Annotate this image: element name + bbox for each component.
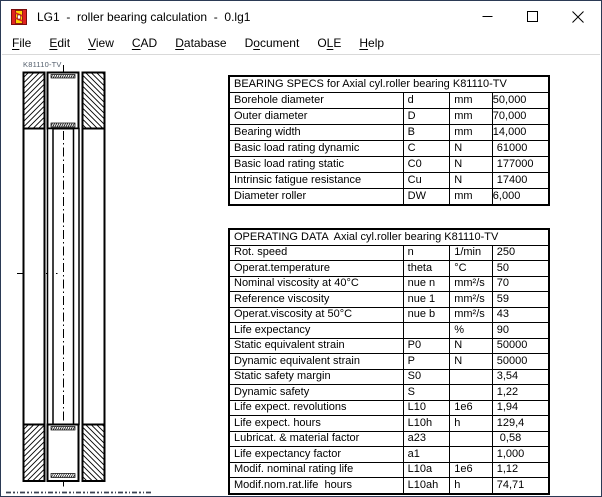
table-row: [229, 354, 549, 370]
parameter-name-cell: Operat.viscosity at 50°C: [229, 307, 403, 323]
value-cell: 50: [492, 261, 549, 277]
unit-cell: °C: [450, 261, 493, 277]
parameter-name-cell: Dynamic safety: [229, 385, 403, 401]
parameter-name-cell: Diameter roller: [229, 189, 403, 206]
symbol-cell: Cu: [403, 173, 450, 189]
parameter-name-cell: Modif. nominal rating life: [229, 462, 403, 478]
table-title: BEARING SPECS for Axial cyl.roller bearing K81110-TV: [229, 76, 549, 93]
table-row: [229, 109, 549, 125]
symbol-cell: L10a: [403, 462, 450, 478]
unit-cell: N: [450, 338, 493, 354]
unit-cell: mm: [450, 109, 493, 125]
symbol-cell: DW: [403, 189, 450, 206]
table-row: [229, 307, 549, 323]
table-row: [229, 323, 549, 339]
value-cell: 70: [492, 276, 549, 292]
parameter-name-cell: Basic load rating static: [229, 157, 403, 173]
parameter-name-cell: Dynamic equivalent strain: [229, 354, 403, 370]
title-bar[interactable]: [2, 1, 600, 32]
symbol-cell: P: [403, 354, 450, 370]
close-icon: [572, 11, 584, 23]
drawing-part-label: K81110-TV: [23, 60, 62, 69]
parameter-name-cell: Intrinsic fatigue resistance: [229, 173, 403, 189]
value-cell: 1,12: [492, 462, 549, 478]
symbol-cell: n: [403, 245, 450, 261]
unit-cell: N: [450, 141, 493, 157]
maximize-button[interactable]: [510, 1, 555, 32]
symbol-cell: C0: [403, 157, 450, 173]
symbol-cell: L10h: [403, 416, 450, 432]
right-sleeve-wall: [74, 129, 80, 425]
unit-cell: %: [450, 323, 493, 339]
symbol-cell: [403, 323, 450, 339]
table-row: [229, 189, 549, 206]
parameter-name-cell: Reference viscosity: [229, 292, 403, 308]
menu-item-view[interactable]: View: [88, 36, 114, 50]
menu-item-ole[interactable]: OLE: [317, 36, 342, 50]
parameter-name-cell: Nominal viscosity at 40°C: [229, 276, 403, 292]
bottom-roller-section: [48, 425, 79, 482]
value-cell: 3,54: [492, 369, 549, 385]
parameter-name-cell: Modif.nom.rat.life hours: [229, 478, 403, 494]
unit-cell: mm²/s: [450, 307, 493, 323]
table-row: [229, 369, 549, 385]
menu-item-database[interactable]: Database: [175, 36, 227, 50]
client-area: [2, 55, 600, 495]
bottom-cage-strip-upper: [51, 427, 75, 431]
table-header-row: [229, 76, 549, 93]
value-cell: 50000: [492, 354, 549, 370]
value-cell: 0,58: [492, 431, 549, 447]
symbol-cell: nue n: [403, 276, 450, 292]
value-cell: 74,71: [492, 478, 549, 494]
table-row: [229, 93, 549, 109]
value-cell: 90: [492, 323, 549, 339]
unit-cell: N: [450, 354, 493, 370]
parameter-name-cell: Static safety margin: [229, 369, 403, 385]
table-row: [229, 447, 549, 463]
value-cell: 14,000: [492, 125, 549, 141]
left-sleeve-wall: [48, 129, 54, 425]
close-button[interactable]: [555, 1, 600, 32]
table-row: [229, 276, 549, 292]
value-cell: 17400: [492, 173, 549, 189]
table-row: [229, 261, 549, 277]
bottom-cage-strip-lower: [51, 474, 75, 478]
table-row: [229, 173, 549, 189]
value-cell: 61000: [492, 141, 549, 157]
menu-item-file[interactable]: File: [12, 36, 32, 50]
value-cell: 250: [492, 245, 549, 261]
minimize-button[interactable]: [465, 1, 510, 32]
parameter-name-cell: Borehole diameter: [229, 93, 403, 109]
window-title: LG1 - roller bearing calculation - 0.lg1: [37, 9, 251, 24]
table-row: [229, 385, 549, 401]
table-row: [229, 338, 549, 354]
top-cage-strip-lower: [51, 123, 75, 127]
symbol-cell: S: [403, 385, 450, 401]
value-cell: 6,000: [492, 189, 549, 206]
unit-cell: 1e6: [450, 462, 493, 478]
value-cell: 43: [492, 307, 549, 323]
value-cell: 129,4: [492, 416, 549, 432]
unit-cell: [450, 431, 493, 447]
parameter-name-cell: Life expectancy factor: [229, 447, 403, 463]
table-header-row: [229, 229, 549, 245]
symbol-cell: nue b: [403, 307, 450, 323]
unit-cell: mm: [450, 125, 493, 141]
parameter-name-cell: Static equivalent strain: [229, 338, 403, 354]
parameter-name-cell: Bearing width: [229, 125, 403, 141]
bearing-app-icon: [11, 9, 27, 25]
menu-item-cad[interactable]: CAD: [131, 36, 158, 50]
symbol-cell: L10: [403, 400, 450, 416]
parameter-name-cell: Rot. speed: [229, 245, 403, 261]
table-row: [229, 245, 549, 261]
parameter-name-cell: Operat.temperature: [229, 261, 403, 277]
table-row: [229, 292, 549, 308]
parameter-name-cell: Basic load rating dynamic: [229, 141, 403, 157]
parameter-name-cell: Life expect. hours: [229, 416, 403, 432]
bearing-specs-table: [228, 75, 550, 206]
value-cell: 177000: [492, 157, 549, 173]
top-right-washer-section: [83, 73, 105, 129]
table-row: [229, 400, 549, 416]
table-row: [229, 141, 549, 157]
table-row: [229, 125, 549, 141]
unit-cell: [450, 447, 493, 463]
symbol-cell: L10ah: [403, 478, 450, 494]
bottom-right-washer-section: [83, 425, 105, 482]
parameter-name-cell: Life expect. revolutions: [229, 400, 403, 416]
table-row: [229, 157, 549, 173]
symbol-cell: d: [403, 93, 450, 109]
unit-cell: N: [450, 157, 493, 173]
value-cell: 1,000: [492, 447, 549, 463]
table-row: [229, 462, 549, 478]
value-cell: 1,22: [492, 385, 549, 401]
symbol-cell: theta: [403, 261, 450, 277]
parameter-name-cell: Outer diameter: [229, 109, 403, 125]
menu-item-help[interactable]: Help: [359, 36, 385, 50]
top-roller-section: [48, 73, 79, 129]
bottom-left-washer-section: [24, 425, 45, 482]
unit-cell: [450, 385, 493, 401]
symbol-cell: P0: [403, 338, 450, 354]
unit-cell: mm²/s: [450, 276, 493, 292]
maximize-icon: [527, 11, 538, 22]
minimize-icon: [482, 11, 493, 22]
unit-cell: 1/min: [450, 245, 493, 261]
unit-cell: mm: [450, 93, 493, 109]
parameter-name-cell: Lubricat. & material factor: [229, 431, 403, 447]
unit-cell: [450, 369, 493, 385]
symbol-cell: D: [403, 109, 450, 125]
menu-item-document[interactable]: Document: [244, 36, 300, 50]
menu-bar: [2, 32, 600, 55]
bearing-cross-section-drawing: [2, 55, 228, 497]
table-row: [229, 478, 549, 494]
unit-cell: h: [450, 478, 493, 494]
parameter-name-cell: Life expectancy: [229, 323, 403, 339]
top-cage-strip-upper: [51, 75, 75, 79]
right-column-section: [83, 129, 105, 425]
symbol-cell: a23: [403, 431, 450, 447]
table-row: [229, 416, 549, 432]
symbol-cell: B: [403, 125, 450, 141]
symbol-cell: C: [403, 141, 450, 157]
symbol-cell: S0: [403, 369, 450, 385]
unit-cell: N: [450, 173, 493, 189]
menu-item-edit[interactable]: Edit: [49, 36, 71, 50]
operating-data-table: [228, 228, 550, 495]
value-cell: 50000: [492, 338, 549, 354]
table-row: [229, 431, 549, 447]
value-cell: 70,000: [492, 109, 549, 125]
table-title: OPERATING DATA Axial cyl.roller bearing K81110-TV: [229, 229, 549, 245]
symbol-cell: a1: [403, 447, 450, 463]
left-column-section: [24, 129, 45, 425]
unit-cell: h: [450, 416, 493, 432]
value-cell: 50,000: [492, 93, 549, 109]
top-left-washer-section: [24, 73, 45, 129]
value-cell: 59: [492, 292, 549, 308]
unit-cell: mm: [450, 189, 493, 206]
unit-cell: mm²/s: [450, 292, 493, 308]
value-cell: 1,94: [492, 400, 549, 416]
symbol-cell: nue 1: [403, 292, 450, 308]
unit-cell: 1e6: [450, 400, 493, 416]
